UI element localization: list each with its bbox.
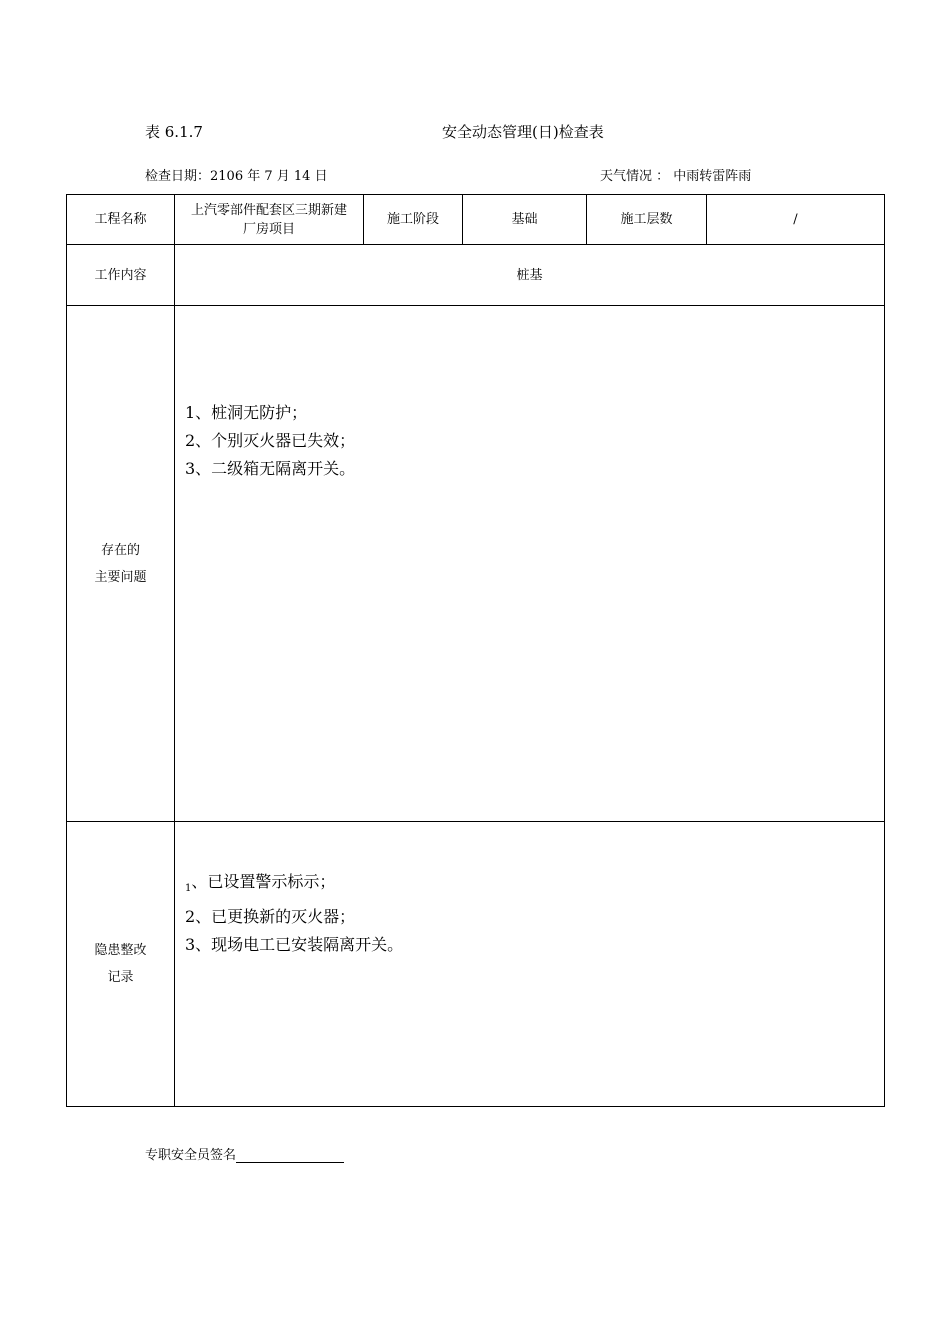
issues-label-line1: 存在的	[100, 542, 140, 558]
rectify-label-line2: 记录	[107, 970, 134, 985]
floors-label: 施工层数	[587, 195, 707, 245]
date-label: 检查日期：	[145, 169, 211, 184]
work-content-row	[67, 245, 885, 306]
floors-value: /	[707, 195, 885, 245]
issues-row	[67, 306, 885, 822]
rectify-label-line1: 隐患整改	[94, 943, 147, 958]
stage-label: 施工阶段	[364, 195, 463, 245]
stage-value: 基础	[463, 195, 587, 245]
page-title: 安全动态管理(日)检查表	[442, 123, 604, 141]
issue-item: 2、个别灭火器已失效；	[185, 431, 356, 450]
project-row	[67, 195, 885, 245]
issue-item: 1、桩洞无防护；	[185, 403, 308, 422]
rectify-label	[67, 822, 175, 1107]
date-value: 2106 年 7 月 14 日	[210, 169, 328, 184]
rectify-row	[67, 822, 885, 1107]
rectify-item	[185, 868, 884, 903]
rectify-item: 2、已更换新的灭火器；	[185, 907, 356, 926]
rectify-item-number: 1	[185, 883, 192, 894]
project-name-line2: 厂房项目	[242, 221, 295, 237]
work-content-label: 工作内容	[67, 245, 175, 306]
issues-content	[175, 306, 885, 822]
issue-item: 3、二级箱无隔离开关。	[185, 459, 356, 478]
signature	[145, 1144, 344, 1163]
signature-line[interactable]	[236, 1146, 344, 1163]
project-name-label: 工程名称	[67, 195, 175, 245]
weather-value: 中雨转雷阵雨	[673, 169, 752, 184]
project-name-value	[175, 195, 364, 245]
rectify-item-text: 、已设置警示标示；	[191, 872, 336, 891]
inspection-date	[145, 165, 328, 184]
table-number: 表 6.1.7	[145, 123, 203, 141]
signature-label: 专职安全员签名	[145, 1148, 237, 1163]
weather	[600, 165, 751, 184]
weather-label: 天气情况 ：	[600, 169, 670, 184]
rectify-content	[175, 822, 885, 1107]
rectify-item: 3、现场电工已安装隔离开关。	[185, 935, 404, 954]
issues-label-line2: 主要问题	[94, 569, 147, 585]
work-content-value: 桩基	[175, 245, 885, 306]
issues-label	[67, 306, 175, 822]
project-name-line1: 上汽零部件配套区三期新建	[190, 202, 347, 218]
inspection-table	[66, 194, 885, 1107]
